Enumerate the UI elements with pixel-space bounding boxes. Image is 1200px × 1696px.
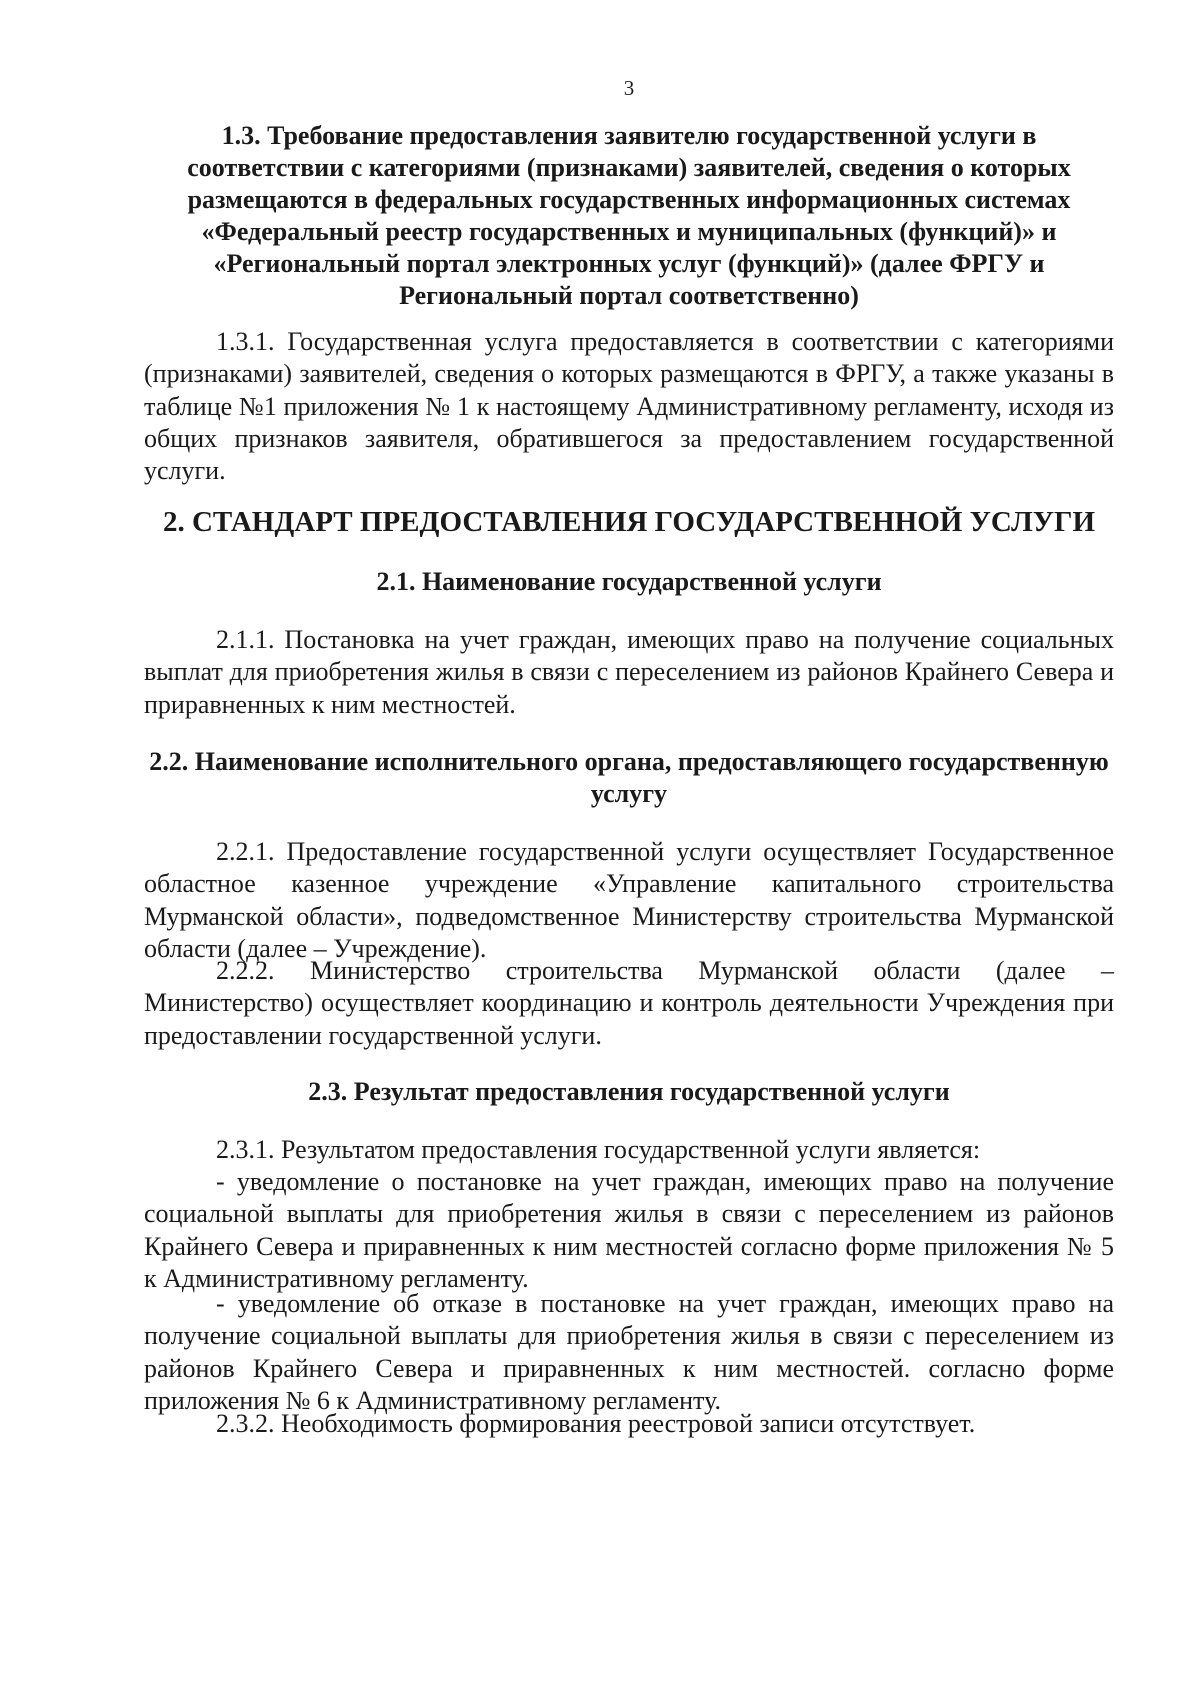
result-item-2: - уведомление об отказе в постановке на учет граждан, имеющих право на получение социальной выплаты для приобретения жилья в связи с переселением из районов Крайнего Севера и приравненных к ним местностей. согласно форме приложения № 6 к Административному регламенту. <box>144 1289 1114 1415</box>
section-2-1-heading: 2.1. Наименование государственной услуги <box>376 567 882 596</box>
paragraph-2-1-1: 2.1.1. Постановка на учет граждан, имеющих право на получение социальных выплат для приобретения жилья в связи с переселением из районов Крайнего Севера и приравненных к ним местностей. <box>144 625 1114 719</box>
page-number: 3 <box>623 76 635 100</box>
paragraph-2-3-2: 2.3.2. Необходимость формирования реестровой записи отсутствует. <box>216 1409 976 1438</box>
section-2-3-heading: 2.3. Результат предоставления государственной услуги <box>308 1077 950 1106</box>
section-2-heading: 2. СТАНДАРТ ПРЕДОСТАВЛЕНИЯ ГОСУДАРСТВЕННОЙ УСЛУГИ <box>162 506 1096 538</box>
paragraph-2-2-1: 2.2.1. Предоставление государственной услуги осуществляет Государственное областное казенное учреждение «Управление капитального строительства Мурманской области», подведомственное Министерству строительства Мурманской области (далее – Учреждение). <box>144 837 1114 963</box>
section-2-2-heading: 2.2. Наименование исполнительного органа, предоставляющего государственную услугу <box>149 747 1109 808</box>
paragraph-1-3-1: 1.3.1. Государственная услуга предоставляется в соответствии с категориями (признаками) заявителей, сведения о которых размещаются в ФРГУ, а также указаны в таблице №1 приложения № 1 к настоящему Административному регламенту, исходя из общих признаков заявителя, обратившегося за предоставлением государственной услуги. <box>144 327 1114 486</box>
section-1-3-heading: 1.3. Требование предоставления заявителю государственной услуги в соответствии с категориями (признаками) заявителей, сведения о которых размещаются в федеральных государственных информационных системах «Федеральный реестр государственных и муниципальных (функций)» и «Региональный портал электронных услуг (функций)» (далее ФРГУ и Региональный портал соответственно) <box>187 121 1071 310</box>
result-item-1: - уведомление о постановке на учет граждан, имеющих право на получение социальной выплаты для приобретения жилья в связи с переселением из районов Крайнего Севера и приравненных к ним местностей согласно форме приложения № 5 к Административному регламенту. <box>144 1167 1114 1293</box>
paragraph-2-2-2: 2.2.2. Министерство строительства Мурманской области (далее – Министерство) осуществляет координацию и контроль деятельности Учреждения при предоставлении государственной услуги. <box>144 956 1114 1050</box>
paragraph-2-3-1: 2.3.1. Результатом предоставления государственной услуги является: <box>216 1135 981 1164</box>
